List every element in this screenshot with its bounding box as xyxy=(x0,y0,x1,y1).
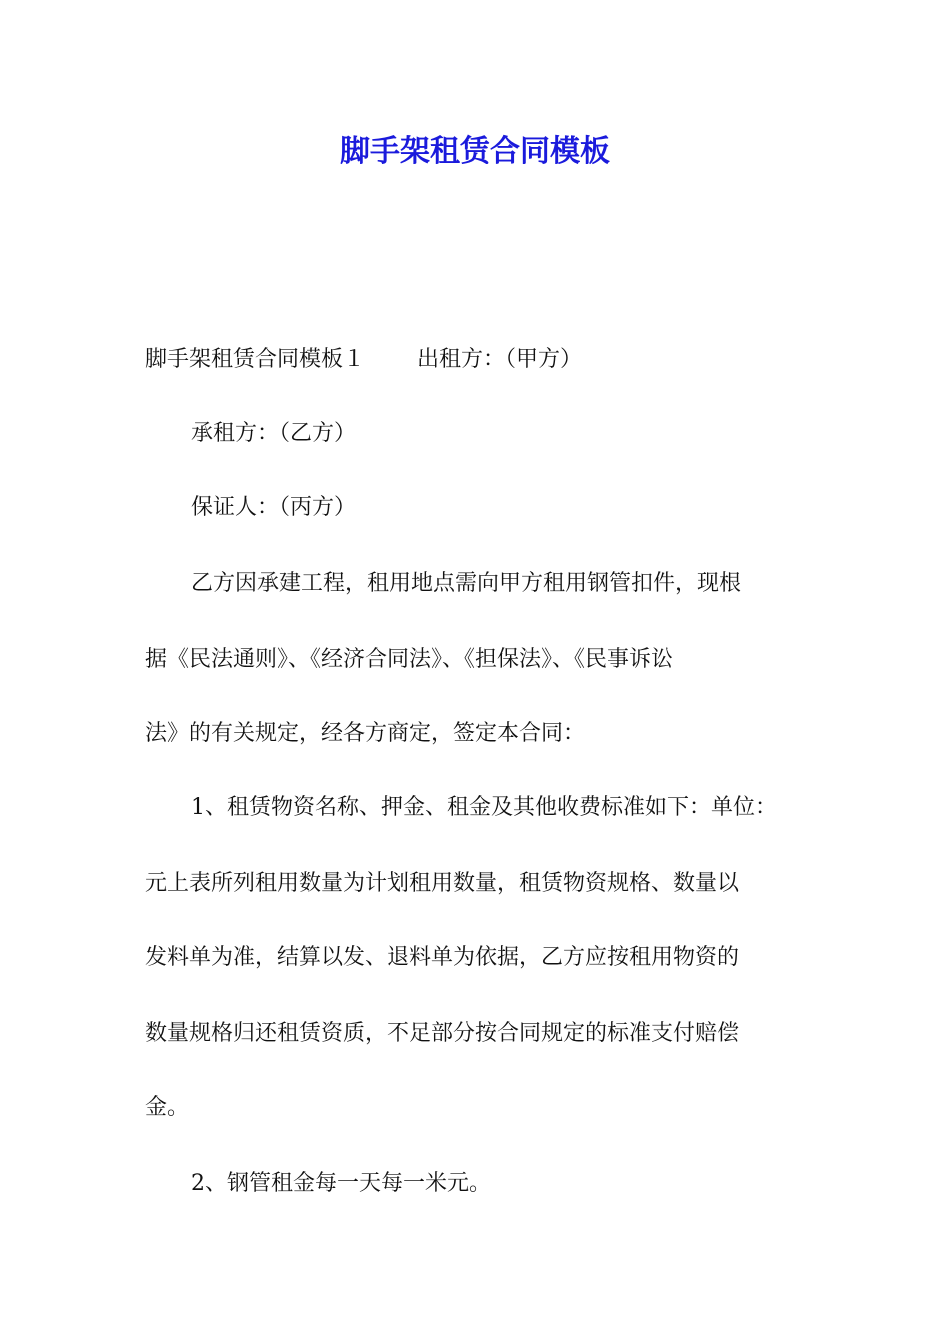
guarantor-label: 保证人：（丙方） xyxy=(191,495,357,520)
doc-heading-inline: 脚手架租赁合同模板１ xyxy=(145,347,366,372)
paragraph-line: 据《民法通则》、《经济合同法》、《担保法》、《民事诉讼 xyxy=(145,647,674,672)
paragraph-line: 元上表所列租用数量为计划租用数量，租赁物资规格、数量以 xyxy=(145,871,740,896)
clause-1-line: 1、租赁物资名称、押金、租金及其他收费标准如下：单位： xyxy=(191,795,777,820)
paragraph-line: 金。 xyxy=(145,1095,190,1120)
paragraph-line-1 xyxy=(145,340,582,380)
paragraph-line: 乙方因承建工程，租用地点需向甲方租用钢管扣件，现根 xyxy=(191,571,742,596)
paragraph-line: 发料单为准，结算以发、退料单为依据，乙方应按租用物资的 xyxy=(145,945,740,970)
document-title: 脚手架租赁合同模板 xyxy=(340,134,610,169)
clause-2-line: 2、钢管租金每一天每一米元。 xyxy=(191,1171,491,1196)
lessee-label: 承租方：（乙方） xyxy=(191,421,357,446)
paragraph-line: 数量规格归还租赁资质，不足部分按合同规定的标准支付赔偿 xyxy=(145,1021,740,1046)
lessor-label: 出租方：（甲方） xyxy=(417,347,583,372)
paragraph-line: 法》的有关规定，经各方商定，签定本合同： xyxy=(145,721,586,746)
